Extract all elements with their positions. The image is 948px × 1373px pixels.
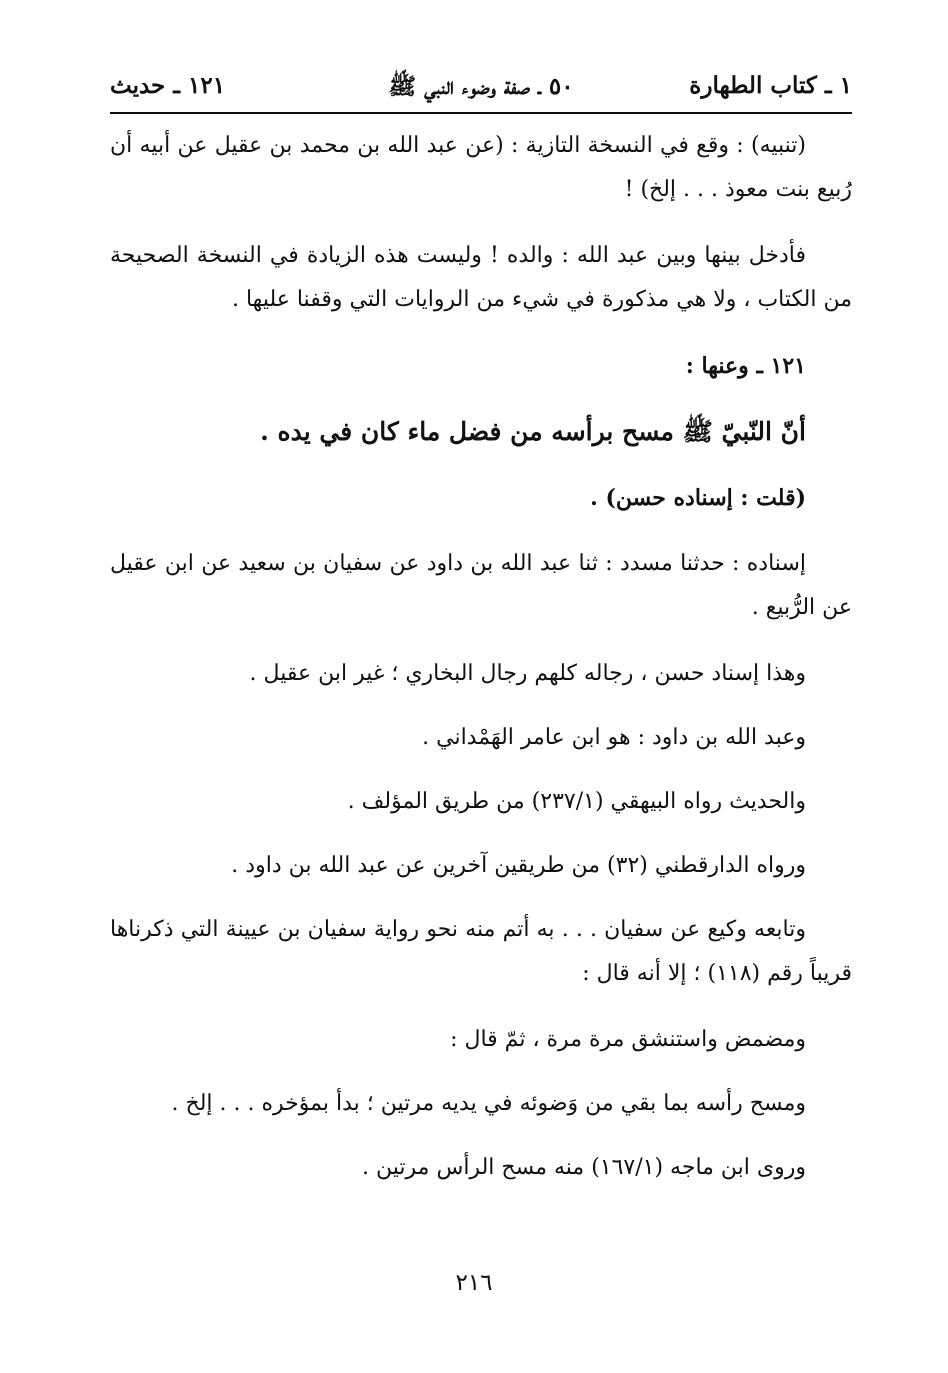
page-number: ٢١٦	[455, 1270, 493, 1296]
hadith-text: أنّ النّبيّ ﷺ مسح برأسه من فضل ماء كان في يده .	[260, 417, 806, 446]
note-paragraph-continued: فأدخل بينها وبين عبد الله : والده ! وليست هذه الزيادة في النسخة الصحيحة من الكتاب ، ولا هي مذكورة في شيء من الروايات التي وقفنا عليها .	[110, 243, 852, 312]
commentary-line: وعبد الله بن داود : هو ابن عامر الهَمْداني .	[422, 725, 806, 750]
commentary-line: وروى ابن ماجه (١٦٧/١) منه مسح الرأس مرتين .	[362, 1155, 806, 1180]
grading-text: (قلت : إسناده حسن) .	[590, 485, 806, 511]
hadith-heading: ١٢١ ـ وعنها :	[685, 353, 806, 379]
page-body	[110, 124, 852, 1210]
isnad-paragraph: إسناده : حدثنا مسدد : ثنا عبد الله بن داود عن سفيان بن سعيد عن ابن عقيل عن الرُّبيع .	[110, 551, 852, 620]
header-book-title: ١ ـ كتاب الطهارة	[689, 72, 852, 99]
note-paragraph: (تنبيه) : وقع في النسخة التازية : (عن عبد الله بن محمد بن عقيل عن أبيه أن رُبيع بنت معوذ . . . إلخ) !	[110, 133, 852, 202]
commentary-paragraph: وتابعه وكيع عن سفيان . . . به أتم منه نحو رواية سفيان بن عيينة التي ذكرناها قريباً رقم (١١٨) ؛ إلا أنه قال :	[110, 917, 852, 986]
commentary-line: ومسح رأسه بما بقي من وَضوئه في يديه مرتين ؛ بدأ بمؤخره . . . إلخ .	[171, 1091, 806, 1116]
header-hadith-number: ١٢١ ـ حديث	[110, 72, 226, 99]
commentary-line: ومضمض واستنشق مرة مرة ، ثمّ قال :	[450, 1027, 806, 1052]
commentary-line: وهذا إسناد حسن ، رجاله كلهم رجال البخاري ؛ غير ابن عقيل .	[249, 661, 806, 686]
header-chapter-title: ٥٠ ـ صفة وضوء النبي ﷺ	[388, 73, 574, 100]
commentary-line: والحديث رواه البيهقي (٢٣٧/١) من طريق المؤلف .	[347, 789, 806, 814]
header-rule	[110, 112, 852, 114]
running-header	[110, 68, 852, 108]
commentary-line: ورواه الدارقطني (٣٢) من طريقين آخرين عن عبد الله بن داود .	[231, 853, 806, 878]
